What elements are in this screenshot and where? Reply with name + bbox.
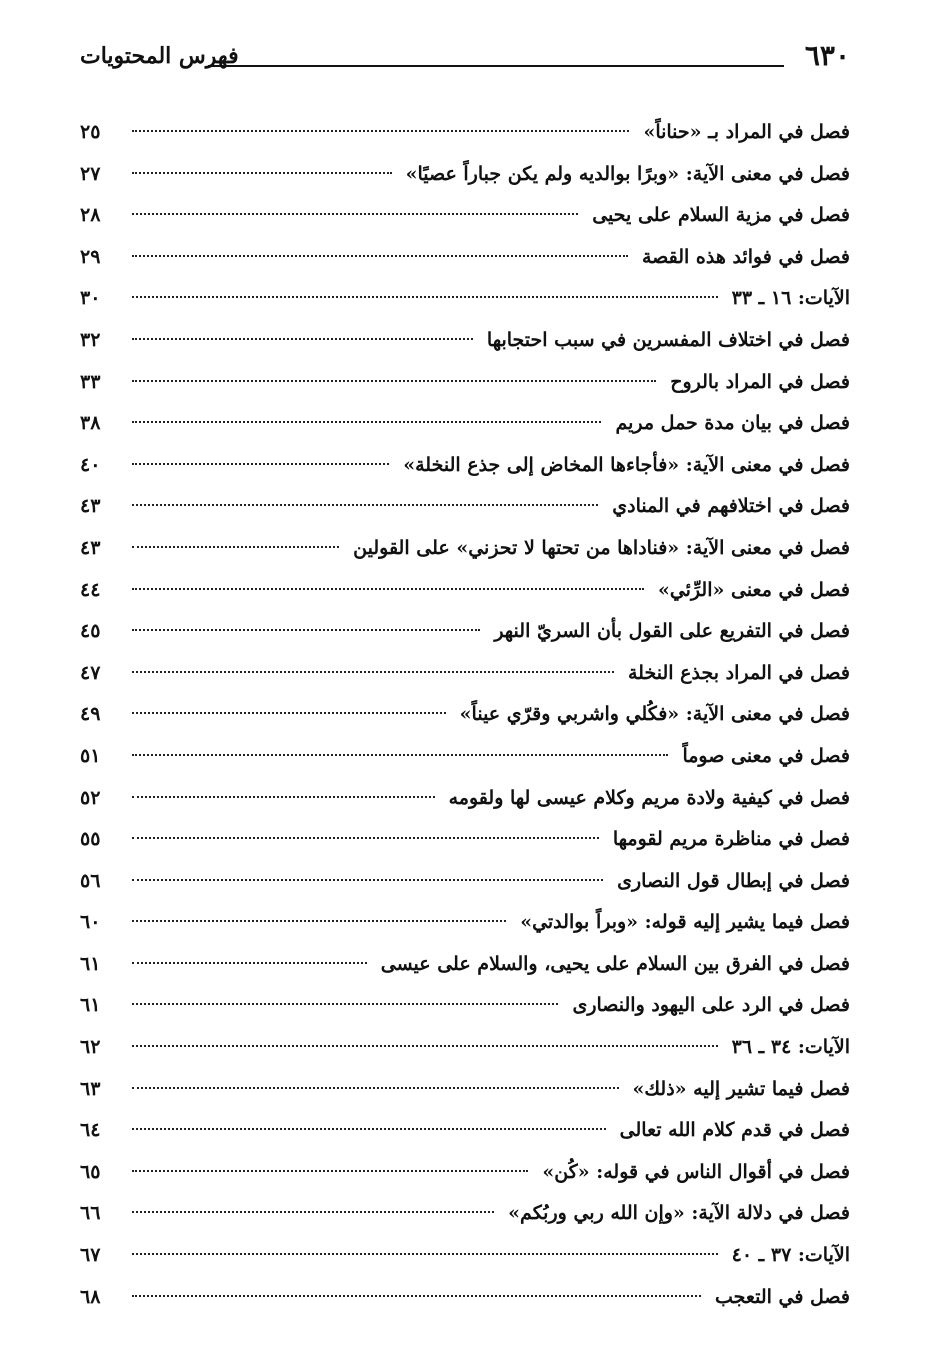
toc-entry-title: فصل في معنى الآية: «فكُلي واشربي وقرّي عيناً» (459, 703, 850, 726)
page-number: ٦٣٠ (804, 39, 850, 72)
toc-entry (80, 1069, 850, 1111)
toc-entry-title: فصل في معنى الآية: «فناداها من تحتها لا تحزني» على القولين (353, 536, 850, 559)
toc-entry (80, 1110, 850, 1152)
toc-entry-title: فصل في اختلاف المفسرين في سبب احتجابها (486, 328, 850, 351)
toc-dot-leader (132, 754, 668, 756)
toc-entry-title: فصل في معنى الآية: «وبرًا بوالديه ولم يكن جباراً عصيًا» (405, 162, 850, 185)
toc-entry (80, 611, 850, 653)
toc-dot-leader (132, 879, 603, 881)
toc-entry (80, 528, 850, 570)
toc-dot-leader (132, 1087, 619, 1089)
toc-entry-title: فصل في مزية السلام على يحيى (592, 204, 850, 227)
toc-entry (80, 445, 850, 487)
toc-entry-title: فصل في معنى صوماً (682, 744, 850, 767)
toc-entry-page: ٦٦ (80, 1202, 101, 1225)
toc-entry (80, 902, 850, 944)
toc-entry-page: ٦٤ (80, 1119, 101, 1142)
toc-entry (80, 237, 850, 279)
toc-entry (80, 819, 850, 861)
toc-entry-title: الآيات: ٣٧ ـ ٤٠ (731, 1244, 850, 1267)
toc-dot-leader (132, 1003, 558, 1005)
toc-entry-title: فصل في التفريع على القول بأن السريّ النهر (494, 620, 850, 643)
toc-entry-title: فصل في قدم كلام الله تعالى (619, 1119, 850, 1142)
toc-entry-page: ٦٧ (80, 1244, 101, 1267)
toc-entry-title: فصل في مناظرة مريم لقومها (612, 828, 850, 851)
toc-entry (80, 1235, 850, 1277)
toc-entry-page: ٤٤ (80, 578, 101, 601)
toc-entry-title: فصل في دلالة الآية: «وإن الله ربي وربُكم» (508, 1202, 850, 1225)
toc-entry-title: فصل في معنى «الرِّئي» (657, 578, 850, 601)
toc-dot-leader (132, 837, 599, 839)
toc-dot-leader (132, 463, 389, 465)
toc-entry-title: الآيات: ٣٤ ـ ٣٦ (731, 1036, 850, 1059)
toc-entry (80, 570, 850, 612)
toc-entry (80, 653, 850, 695)
toc-entry (80, 278, 850, 320)
toc-entry-page: ٢٧ (80, 162, 101, 185)
toc-dot-leader (132, 712, 446, 714)
toc-entry (80, 1152, 850, 1194)
toc-entry-page: ٥٦ (80, 869, 101, 892)
running-title: فهرس المحتويات (80, 43, 239, 69)
toc-entry (80, 944, 850, 986)
toc-entry-page: ٤٩ (80, 703, 101, 726)
toc-entry (80, 320, 850, 362)
toc-entry (80, 736, 850, 778)
toc-dot-leader (132, 296, 718, 298)
toc-entry-title: فصل فيما تشير إليه «ذلك» (632, 1077, 850, 1100)
toc-entry-title: فصل فيما يشير إليه قوله: «وبراً بوالدتي» (520, 911, 850, 934)
toc-entry-page: ٦١ (80, 952, 101, 975)
toc-dot-leader (132, 1170, 528, 1172)
toc-dot-leader (132, 1295, 701, 1297)
toc-dot-leader (132, 421, 601, 423)
toc-entry-page: ٣٢ (80, 328, 101, 351)
toc-entry-title: فصل في فوائد هذه القصة (641, 245, 850, 268)
toc-entry-page: ٤٧ (80, 661, 101, 684)
table-of-contents (80, 112, 850, 1318)
toc-entry-page: ٦٨ (80, 1285, 101, 1308)
page-header (80, 38, 850, 78)
toc-entry (80, 778, 850, 820)
toc-entry (80, 694, 850, 736)
toc-entry (80, 112, 850, 154)
toc-entry-page: ٤٥ (80, 620, 101, 643)
toc-entry-page: ٤٠ (80, 453, 101, 476)
toc-dot-leader (132, 380, 656, 382)
toc-entry-page: ٣٠ (80, 287, 101, 310)
toc-entry-title: فصل في إبطال قول النصارى (617, 869, 850, 892)
toc-entry-page: ٤٣ (80, 495, 101, 518)
toc-entry-title: فصل في المراد بـ «حناناً» (643, 121, 850, 143)
toc-entry-title: الآيات: ١٦ ـ ٣٣ (731, 287, 850, 310)
toc-entry-page: ٥٥ (80, 828, 101, 851)
toc-dot-leader (132, 920, 506, 922)
toc-entry-title: فصل في معنى الآية: «فأجاءها المخاض إلى جذع النخلة» (403, 453, 850, 476)
toc-dot-leader (132, 588, 644, 590)
toc-entry-page: ٢٩ (80, 245, 101, 268)
toc-entry-page: ٦٠ (80, 911, 101, 934)
toc-dot-leader (132, 255, 628, 257)
toc-entry (80, 1027, 850, 1069)
toc-dot-leader (132, 629, 480, 631)
toc-entry-page: ٥١ (80, 744, 101, 767)
toc-entry-page: ٢٨ (80, 204, 101, 227)
toc-dot-leader (132, 504, 598, 506)
toc-entry-title: فصل في الفرق بين السلام على يحيى، والسلام على عيسى (380, 952, 850, 975)
toc-entry-page: ٥٢ (80, 786, 101, 809)
toc-dot-leader (132, 1045, 718, 1047)
toc-entry-page: ٦٥ (80, 1160, 101, 1183)
toc-entry-page: ٦٣ (80, 1077, 101, 1100)
toc-entry (80, 154, 850, 196)
toc-entry (80, 486, 850, 528)
toc-entry-title: فصل في أقوال الناس في قوله: «كُن» (542, 1160, 850, 1183)
toc-entry-title: فصل في كيفية ولادة مريم وكلام عيسى لها ولقومه (448, 786, 850, 809)
toc-dot-leader (132, 671, 614, 673)
toc-entry-page: ٢٥ (80, 121, 101, 143)
toc-dot-leader (132, 796, 435, 798)
toc-entry-title: فصل في التعجب (715, 1285, 850, 1308)
toc-entry-title: فصل في الرد على اليهود والنصارى (572, 994, 850, 1017)
toc-entry-page: ٣٣ (80, 370, 101, 393)
toc-dot-leader (132, 962, 367, 964)
toc-entry-page: ٣٨ (80, 412, 101, 435)
toc-entry-title: فصل في المراد بجذع النخلة (627, 661, 850, 684)
toc-entry (80, 362, 850, 404)
toc-entry-title: فصل في بيان مدة حمل مريم (615, 412, 850, 435)
toc-entry-page: ٦١ (80, 994, 101, 1017)
toc-dot-leader (132, 213, 578, 215)
header-rule (208, 65, 784, 67)
toc-entry (80, 985, 850, 1027)
toc-dot-leader (132, 1253, 718, 1255)
toc-entry (80, 1193, 850, 1235)
toc-dot-leader (132, 546, 339, 548)
toc-entry-title: فصل في المراد بالروح (670, 370, 850, 393)
toc-dot-leader (132, 172, 392, 174)
toc-dot-leader (132, 1211, 494, 1213)
toc-dot-leader (132, 338, 473, 340)
toc-entry-page: ٦٢ (80, 1036, 101, 1059)
toc-entry-title: فصل في اختلافهم في المنادي (612, 495, 850, 518)
toc-dot-leader (132, 1128, 606, 1130)
toc-entry (80, 195, 850, 237)
toc-entry (80, 403, 850, 445)
toc-entry-page: ٤٣ (80, 536, 101, 559)
toc-dot-leader (132, 130, 629, 132)
toc-entry (80, 861, 850, 903)
toc-entry (80, 1277, 850, 1319)
